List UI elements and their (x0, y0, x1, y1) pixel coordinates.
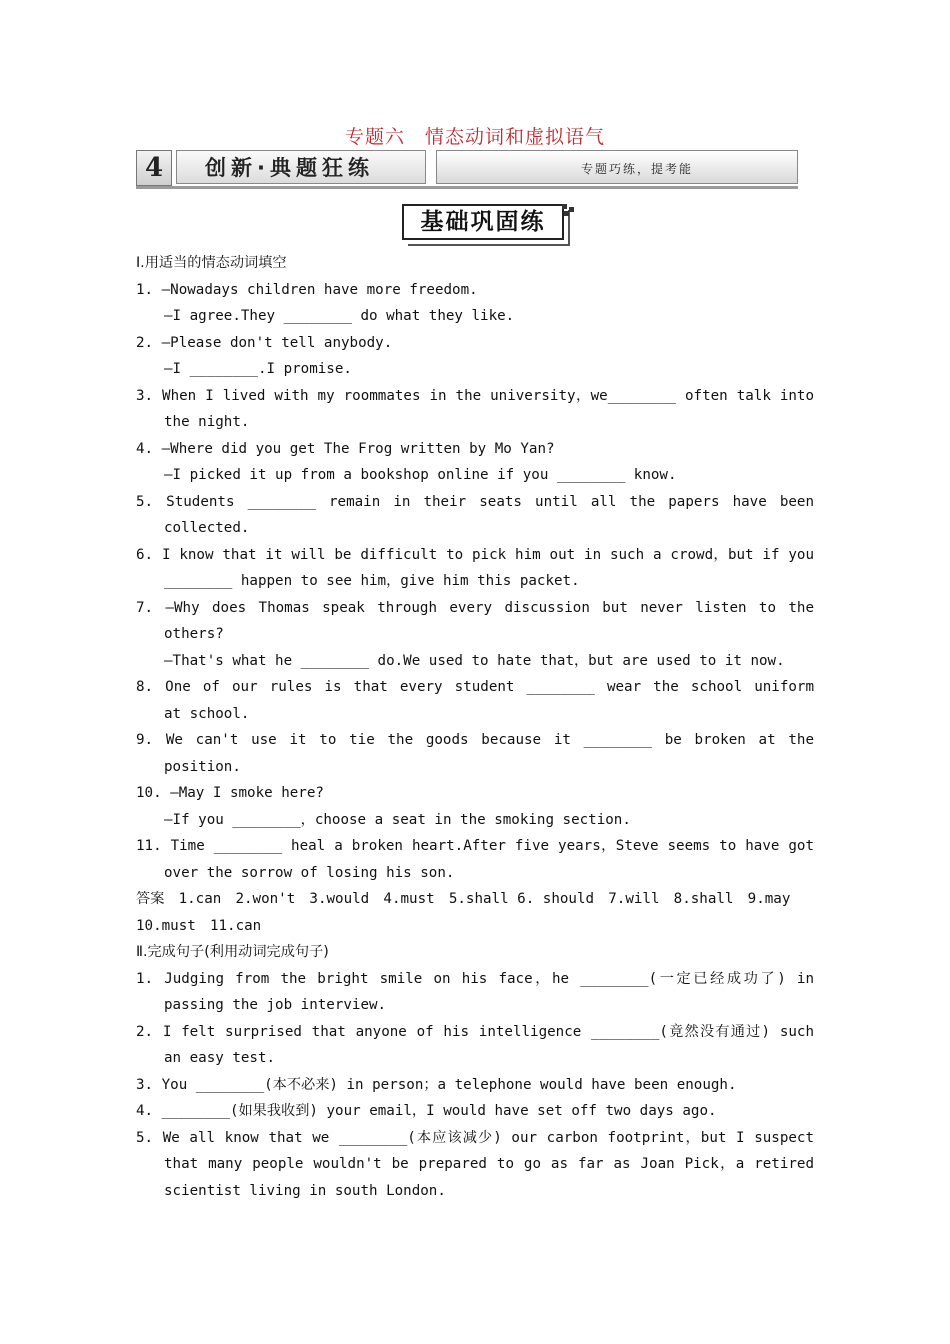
section-title: 基础巩固练 (402, 204, 564, 240)
banner-number: 4 (136, 150, 172, 186)
page-title: 专题六 情态动词和虚拟语气 (344, 126, 605, 148)
question-line: an easy test. (164, 1050, 276, 1066)
question-line: ________ happen to see him，give him this packet. (164, 573, 580, 589)
question-line: 9. We can't use it to tie the goods because it ________ be broken at the (136, 732, 814, 748)
question-line: the night. (164, 414, 250, 430)
banner-label: 创新·典题狂练 (176, 150, 426, 184)
corner-decoration-icon (562, 204, 576, 216)
question-line: —If you ________，choose a seat in the smoking section. (164, 811, 631, 828)
answer-line: 答案 1.can 2.won't 3.would 4.must 5.shall 6. should 7.will 8.shall 9.may (136, 891, 791, 907)
question-line: 5. Students ________ remain in their seats until all the papers have been (136, 493, 814, 510)
question-line: at school. (164, 705, 250, 722)
question-line: 1. —Nowadays children have more freedom. (136, 281, 478, 298)
question-line: 2. I felt surprised that anyone of his intelligence ________(竟然没有通过) such (136, 1023, 814, 1040)
exercise-content (136, 250, 814, 1204)
banner-divider (136, 186, 798, 189)
question-line: 10. —May I smoke here? (136, 785, 324, 801)
question-line: that many people wouldn't be prepared to go as far as Joan Pick，a retired (164, 1156, 814, 1172)
question-line: 2. —Please don't tell anybody. (136, 334, 393, 351)
banner-subtitle-box (436, 150, 798, 184)
part1-heading: Ⅰ.用适当的情态动词填空 (136, 255, 287, 271)
question-line: 4. ________(如果我收到) your email，I would have set off two days ago. (136, 1103, 717, 1119)
question-line: 3. You ________(本不必来) in person；a telephone would have been enough. (136, 1076, 737, 1093)
question-line: over the sorrow of losing his son. (164, 864, 455, 881)
question-line: scientist living in south London. (164, 1182, 446, 1199)
section-banner (136, 150, 798, 188)
banner-subtitle: 专题巧练，提考能 (580, 162, 693, 176)
question-line: 6. I know that it will be difficult to pick him out in such a crowd，but if you (136, 546, 814, 563)
question-line: passing the job interview. (164, 997, 387, 1013)
question-line: 11. Time ________ heal a broken heart.After five years，Steve seems to have got (136, 838, 814, 854)
question-line: 3. When I lived with my roommates in the university，we________ often talk into (136, 387, 814, 404)
question-line: others? (164, 626, 224, 642)
question-line: 8. One of our rules is that every student ________ wear the school uniform (136, 679, 814, 695)
question-line: —I agree.They ________ do what they like. (164, 308, 515, 324)
question-line: 7. —Why does Thomas speak through every discussion but never listen to the (136, 599, 814, 616)
question-line: 4. —Where did you get The Frog written by Mo Yan? (136, 440, 555, 457)
question-line: 5. We all know that we ________(本应该减少) our carbon footprint，but I suspect (136, 1129, 814, 1146)
answer-line: 10.must 11.can (136, 917, 262, 934)
question-line: —I picked it up from a bookshop online if you ________ know. (164, 467, 677, 483)
question-line: —That's what he ________ do.We used to hate that，but are used to it now. (164, 652, 785, 669)
question-line: 1. Judging from the bright smile on his face，he ________(一定已经成功了) in (136, 970, 814, 987)
question-line: —I ________.I promise. (164, 361, 352, 377)
part2-heading: Ⅱ.完成句子(利用动词完成句子) (136, 944, 329, 960)
question-line: position. (164, 758, 241, 775)
question-line: collected. (164, 520, 250, 536)
